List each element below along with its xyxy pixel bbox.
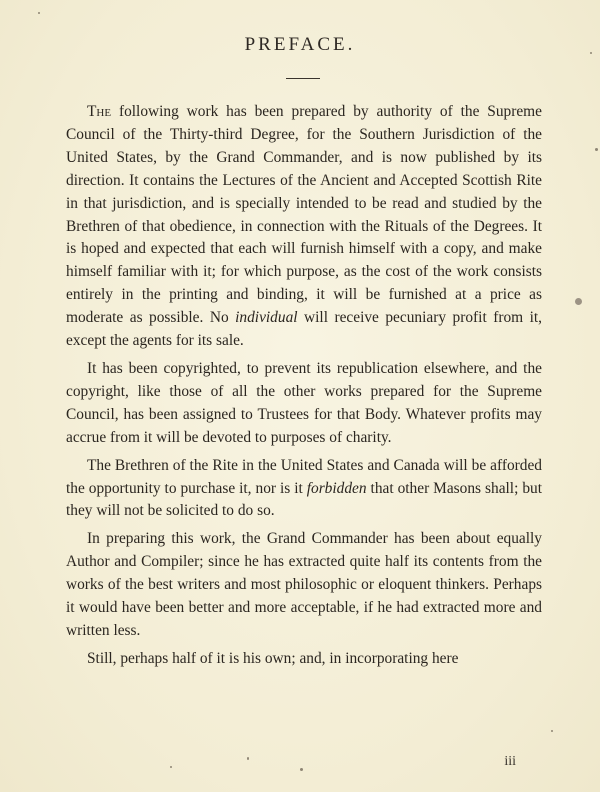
paragraph-4-text: In preparing this work, the Grand Commander has been about equally Author and Compiler; since he has extracted quite half its contents from the works of the best writers and most philosophic or eloquent thinkers. Perhaps it would have been better and more acceptable, if he had extracted more and written less.	[66, 530, 542, 639]
paragraph-5-text: Still, perhaps half of it is his own; and, in incorporating here	[87, 649, 459, 667]
page-number: iii	[504, 754, 516, 769]
paragraph-2-text: It has been copyrighted, to prevent its republication elsewhere, and the copyright, like those of all the other works prepared for the Supreme Council, has been assigned to Trustees for that Body. Whatever profits may accrue from it will be devoted to purposes of charity.	[66, 359, 542, 446]
paragraph-4	[66, 528, 542, 643]
scan-speck	[247, 757, 249, 760]
paragraph-3-text: The Brethren of the Rite in the United States and Canada will be afforded the opportunity to purchase it, nor is it	[66, 456, 542, 497]
paragraph-1	[66, 101, 542, 353]
scan-speck	[595, 148, 598, 151]
scan-speck	[300, 768, 303, 771]
paragraph-5	[66, 648, 542, 671]
scan-speck	[170, 766, 172, 768]
scan-speck	[575, 298, 582, 305]
scan-speck	[590, 52, 592, 54]
scan-speck	[38, 12, 40, 14]
paragraph-3-tail: that other Masons shall; but they will not be solicited to do so.	[66, 479, 542, 520]
opening-word: The	[87, 103, 112, 120]
page-title: PREFACE.	[244, 34, 356, 55]
paragraph-3	[66, 455, 542, 524]
emphasis-forbidden: forbidden	[306, 479, 367, 497]
paragraph-2	[66, 358, 542, 450]
scan-speck	[551, 730, 553, 732]
title-rule	[286, 78, 320, 79]
emphasis-individual: individual	[235, 309, 298, 327]
paragraph-1-tail: will receive pecuniary profit from it, except the agents for its sale.	[66, 309, 542, 350]
paragraph-1-text: following work has been prepared by authority of the Supreme Council of the Thirty-third Degree, for the Southern Jurisdiction of the United States, by the Grand Commander, and is now published by its direction. It contains the Lectures of the Ancient and Accepted Scottish Rite in that jurisdiction, and is specially intended to be read and studied by the Brethren of that obedience, in connection with the Rituals of the Degrees. It is hoped and expected that each will furnish himself with a copy, and make himself familiar with it; for which purpose, as the cost of the work consists entirely in the printing and binding, it will be furnished at a price as moderate as possible. No	[66, 103, 542, 327]
body-text	[66, 101, 542, 676]
